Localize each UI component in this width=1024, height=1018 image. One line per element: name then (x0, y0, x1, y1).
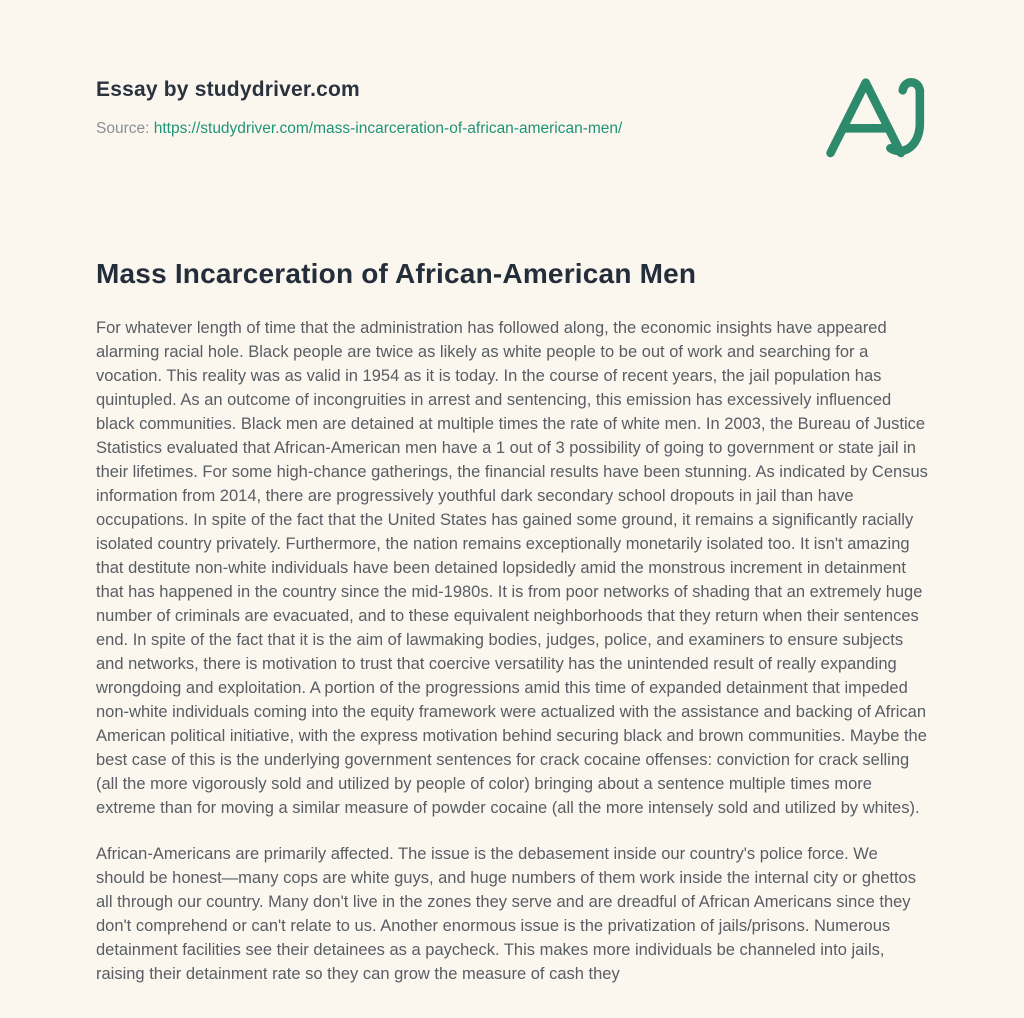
essay-title: Mass Incarceration of African-American Men (96, 258, 697, 289)
source-label: Source: (96, 120, 150, 137)
source-link[interactable]: https://studydriver.com/mass-incarceration-of-african-american-men/ (153, 120, 623, 137)
essay-paragraph: African-Americans are primarily affected. The issue is the debasement inside our country's police force. We should be honest—many cops are white guys, and huge numbers of them work inside the internal city or ghettos all through our country. Many don't live in the zones they serve and are dreadful of African Americans since they don't comprehend or can't relate to us. Another enormous issue is the privatization of jails/prisons. Numerous detainment facilities see their detainees as a paycheck. This makes more individuals be channeled into jails, raising their detainment rate so they can grow the measure of cash they (96, 845, 916, 983)
studydriver-logo-icon (822, 70, 936, 160)
essay-body (96, 316, 928, 986)
brand-title: Essay by studydriver.com (96, 78, 360, 101)
essay-paragraph: For whatever length of time that the administration has followed along, the economic insights have appeared alarming racial hole. Black people are twice as likely as white people to be out of work and searching for a vocation. This reality was as valid in 1954 as it is today. In the course of recent years, the jail population has quintupled. As an outcome of incongruities in arrest and sentencing, this emission has excessively influenced black communities. Black men are detained at multiple times the rate of white men. In 2003, the Bureau of Justice Statistics evaluated that African-American men have a 1 out of 3 possibility of going to government or state jail in their lifetimes. For some high-chance gatherings, the financial results have been stunning. As indicated by Census information from 2014, there are progressively youthful dark secondary school dropouts in jail than have occupations. In spite of the fact that the United States has gained some ground, it remains a significantly racially isolated country privately. Furthermore, the nation remains exceptionally monetarily isolated too. It isn't amazing that destitute non-white individuals have been detained lopsidedly amid the monstrous increment in detainment that has happened in the country since the mid-1980s. It is from poor networks of shading that an extremely huge number of criminals are evacuated, and to these equivalent neighborhoods that they return when their sentences end. In spite of the fact that it is the aim of lawmaking bodies, judges, police, and examiners to ensure subjects and networks, there is motivation to trust that coercive versatility has the unintended result of really expanding wrongdoing and exploitation. A portion of the progressions amid this time of expanded detainment that impeded non-white individuals coming into the equity framework were actualized with the assistance and backing of African American political initiative, with the express motivation behind securing black and brown communities. Maybe the best case of this is the underlying government sentences for crack cocaine offenses: conviction for crack selling (all the more vigorously sold and utilized by people of color) bringing about a sentence multiple times more extreme than for moving a similar measure of powder cocaine (all the more intensely sold and utilized by whites). (96, 319, 928, 817)
document-header (96, 78, 928, 138)
source-line (96, 120, 928, 138)
